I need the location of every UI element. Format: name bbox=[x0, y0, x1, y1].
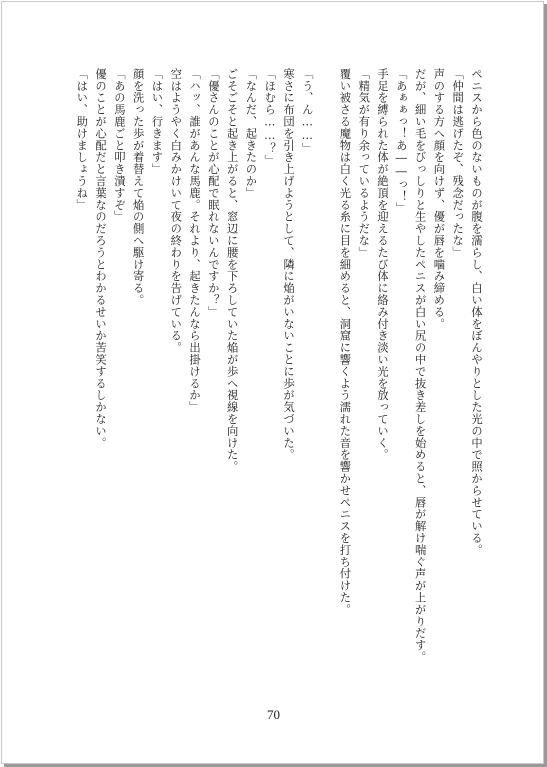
text-line: 寒さに布団を引き上げようとして、隣に焔がいないことに歩が気づいた。 bbox=[282, 68, 296, 461]
text-line: ごそごそと起き上がると、窓辺に腰を下ろしていた焔が歩へ視線を向けた。 bbox=[225, 68, 239, 473]
text-line: だが、細い毛をびっしりと生やしたペニスが白い尻の中で抜き差しを始めると、唇が解け喘ぐ声が上がりだす。 bbox=[413, 68, 427, 663]
text-line: 手足を縛られた体が絶頂を迎えるたび体に絡み付き淡い光を放っていく。 bbox=[376, 68, 390, 461]
text-line: 「仲間は逃げたぞ、残念だったな」 bbox=[451, 68, 465, 259]
text-line: 「あの馬鹿ごと叩き潰すぞ」 bbox=[112, 68, 126, 223]
text-line: ペニスから色のないものが腹を濡らし、白い体をぼんやりとした光の中で照からせている。 bbox=[470, 68, 483, 556]
text-line: 「優さんのことが心配で眠れないんですか？」 bbox=[206, 68, 220, 318]
text-line: 「はい、行きます」 bbox=[150, 68, 164, 176]
text-line: 「ハッ、誰があんな馬鹿。それより、起きたんなら出掛けるか」 bbox=[188, 68, 202, 414]
text-line: 優のことが心配だと言葉なのだろうとわかるせいか苦笑するしかない。 bbox=[94, 68, 108, 449]
page-number: 70 bbox=[267, 707, 280, 722]
text-line: 「はい、助けましょうね」 bbox=[75, 68, 89, 211]
text-line: 空はようやく白みかけいて夜の終わりを告げている。 bbox=[169, 68, 183, 354]
text-line: 「なんだ、起きたのか」 bbox=[244, 68, 258, 199]
text-line: 「あぁぁっ！あ――っ！」 bbox=[394, 68, 408, 215]
text-line: 「精気が有り余っているようだな」 bbox=[357, 68, 371, 259]
blank-line bbox=[316, 68, 335, 708]
text-line: 「う、ん……」 bbox=[300, 68, 314, 155]
text-line: 顔を洗った歩が着替えて焔の側へ駆け寄る。 bbox=[131, 68, 145, 306]
body-text bbox=[71, 68, 485, 708]
text-line: 「ほむら……？」 bbox=[263, 68, 277, 167]
text-line: 覆い被さる魔物は白く光る糸に目を細めると、洞窟に響くよう濡れた音を響かせペニスを打ち付けた。 bbox=[338, 68, 352, 616]
text-line: 声のする方へ顔を向けず、優が唇を噛み締める。 bbox=[432, 68, 446, 330]
